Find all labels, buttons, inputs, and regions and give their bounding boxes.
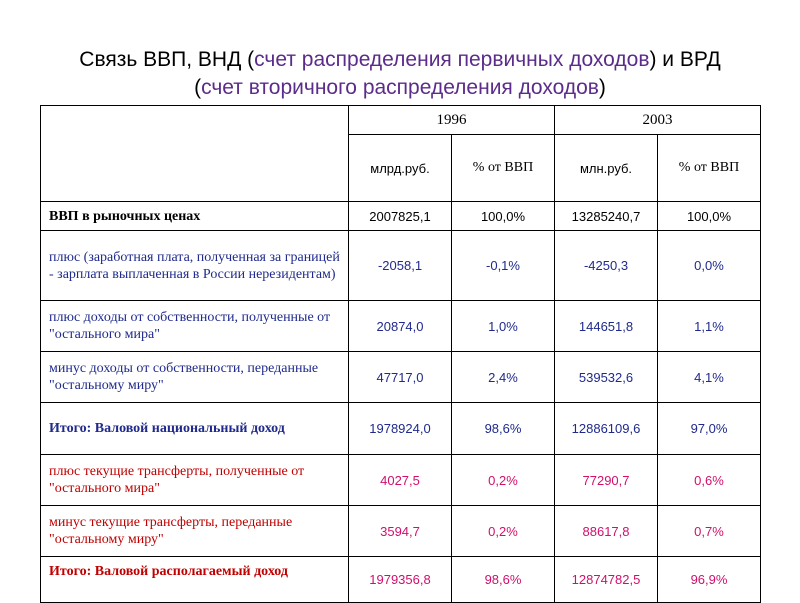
cell-value: 0,2% (452, 506, 555, 557)
cell-value: 2,4% (452, 352, 555, 403)
gdp-table (40, 105, 761, 603)
cell-value: 12886109,6 (555, 403, 658, 455)
table-row (41, 455, 761, 506)
table-row (41, 352, 761, 403)
title-line-1 (0, 46, 800, 74)
table-row (41, 557, 761, 603)
cell-value: 100,0% (658, 202, 761, 231)
title-open-paren: ( (194, 76, 202, 99)
row-label-wages: плюс (заработная плата, полученная за границей - зарплата выплаченная в России нерезидентам) (41, 231, 349, 301)
cell-value: 1979356,8 (349, 557, 452, 603)
header-year-2003: 2003 (555, 106, 761, 135)
cell-value: -2058,1 (349, 231, 452, 301)
cell-value: 20874,0 (349, 301, 452, 352)
cell-value: 100,0% (452, 202, 555, 231)
cell-value: -0,1% (452, 231, 555, 301)
header-unit-pct-gdp-2003: % от ВВП (658, 135, 761, 202)
header-blank-cell (41, 106, 349, 202)
cell-value: 539532,6 (555, 352, 658, 403)
cell-value: 13285240,7 (555, 202, 658, 231)
row-label-gdi: Итого: Валовой располагаемый доход (41, 557, 349, 603)
cell-value: 4,1% (658, 352, 761, 403)
row-label-gdp: ВВП в рыночных ценах (41, 202, 349, 231)
table-row (41, 403, 761, 455)
cell-value: 1978924,0 (349, 403, 452, 455)
header-unit-pct-gdp-1996: % от ВВП (452, 135, 555, 202)
row-label-property-income-paid: минус доходы от собственности, переданные "остальному миру" (41, 352, 349, 403)
header-year-1996: 1996 (349, 106, 555, 135)
row-label-gni: Итого: Валовой национальный доход (41, 403, 349, 455)
cell-value: 88617,8 (555, 506, 658, 557)
table-row (41, 231, 761, 301)
title-line-2 (0, 74, 800, 102)
row-label-transfers-paid: минус текущие трансферты, переданные "остальному миру" (41, 506, 349, 557)
cell-value: 77290,7 (555, 455, 658, 506)
cell-value: 3594,7 (349, 506, 452, 557)
cell-value: 12874782,5 (555, 557, 658, 603)
title-primary-account: счет распределения первичных доходов (254, 48, 650, 71)
cell-value: 1,0% (452, 301, 555, 352)
row-label-property-income-received: плюс доходы от собственности, полученные от "остального мира" (41, 301, 349, 352)
cell-value: 96,9% (658, 557, 761, 603)
header-unit-mln-rub: млн.руб. (555, 135, 658, 202)
cell-value: 144651,8 (555, 301, 658, 352)
cell-value: 1,1% (658, 301, 761, 352)
cell-value: 97,0% (658, 403, 761, 455)
cell-value: 2007825,1 (349, 202, 452, 231)
cell-value: 0,0% (658, 231, 761, 301)
page-title (0, 46, 800, 102)
table-header-years (41, 106, 761, 135)
cell-value: 98,6% (452, 403, 555, 455)
table-row (41, 202, 761, 231)
title-middle: ) и ВРД (649, 48, 721, 71)
cell-value: 98,6% (452, 557, 555, 603)
cell-value: 4027,5 (349, 455, 452, 506)
table-row (41, 301, 761, 352)
row-label-transfers-received: плюс текущие трансферты, полученные от "остального мира" (41, 455, 349, 506)
cell-value: 0,7% (658, 506, 761, 557)
title-secondary-account: счет вторичного распределения доходов (201, 76, 599, 99)
cell-value: 47717,0 (349, 352, 452, 403)
title-prefix: Связь ВВП, ВНД ( (79, 48, 255, 71)
header-unit-bln-rub: млрд.руб. (349, 135, 452, 202)
cell-value: -4250,3 (555, 231, 658, 301)
cell-value: 0,2% (452, 455, 555, 506)
cell-value: 0,6% (658, 455, 761, 506)
title-close-paren: ) (598, 76, 606, 99)
table-row (41, 506, 761, 557)
